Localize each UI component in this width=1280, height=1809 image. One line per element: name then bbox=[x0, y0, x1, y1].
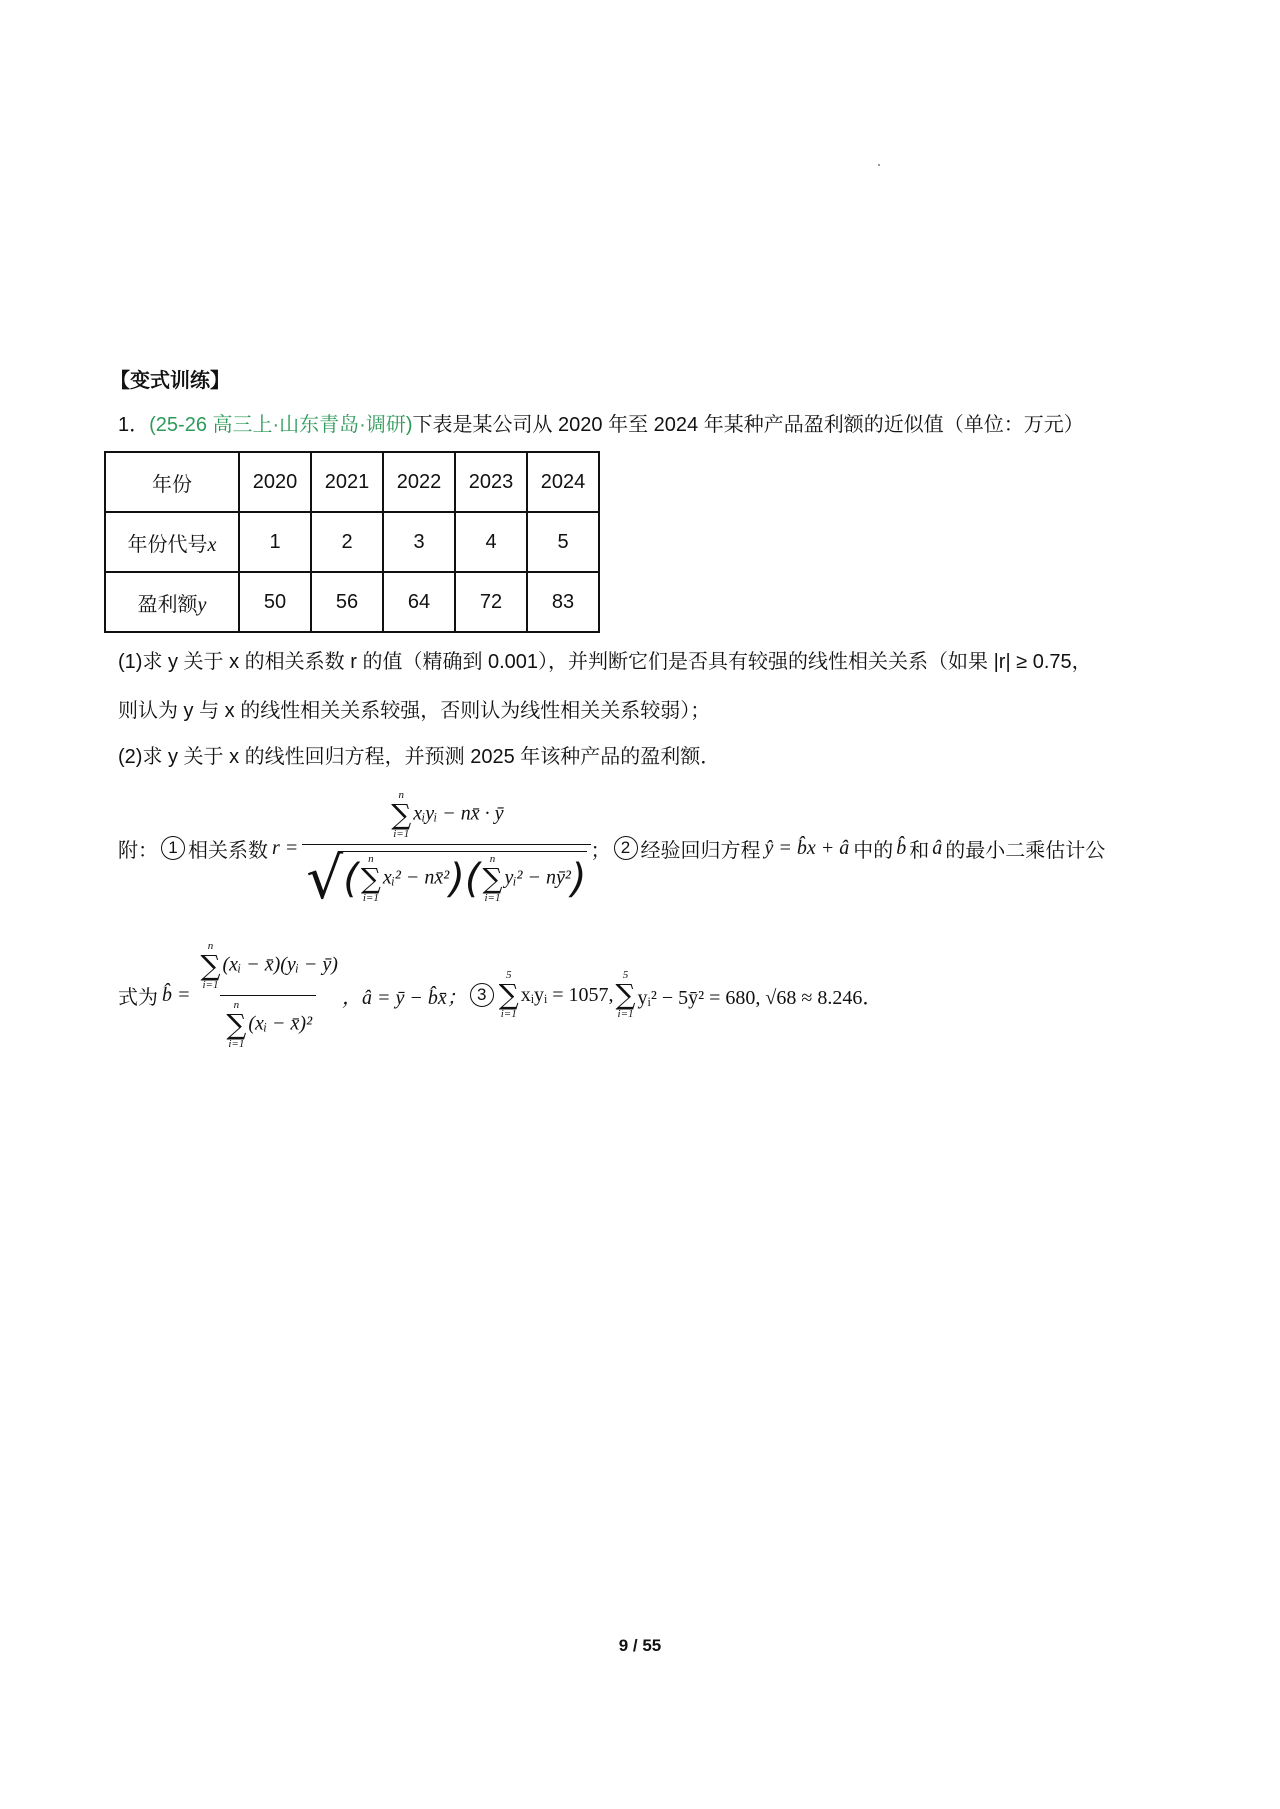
problem-number: 1． bbox=[118, 414, 150, 436]
appendix-formula-b: 式为 b̂ = n ∑ i=1 (xᵢ − x̄)(yᵢ − ȳ) n ∑ i=1 (xᵢ − x̄)² ，â = ȳ − b̂x̄； 3 5 ∑ i=1 xᵢyᵢ = 1057, 5 ∑ i=1 yᵢ² − 5ȳ² = 680, √68 ≈ 8.246． bbox=[118, 939, 883, 1050]
circled-number: 2 bbox=[614, 836, 638, 860]
question-2: (2)求 y 关于 x 的线性回归方程，并预测 2025 年该种产品的盈利额． bbox=[118, 746, 721, 768]
problem-text: 下表是某公司从 2020 年至 2024 年某种产品盈利额的近似值（单位：万元） bbox=[412, 414, 1084, 436]
table-cell: 2020 bbox=[239, 452, 311, 512]
table-cell: 3 bbox=[383, 512, 455, 572]
circled-number: 1 bbox=[161, 836, 185, 860]
table-cell: 2022 bbox=[383, 452, 455, 512]
table-cell: 2 bbox=[311, 512, 383, 572]
table-row bbox=[105, 452, 599, 512]
data-table bbox=[104, 451, 600, 633]
page-number: 9 / 55 bbox=[618, 1636, 662, 1655]
table-cell: 4 bbox=[455, 512, 527, 572]
table-cell: 72 bbox=[455, 572, 527, 632]
r-fraction: n ∑ i=1 xᵢyᵢ − nx̄ · ȳ √ ( n ∑ i=1 xᵢ² − nx̄²)( n ∑ i=1 yᵢ² − nȳ²) bbox=[302, 790, 590, 907]
row-header: 年份 bbox=[105, 452, 239, 512]
b-fraction: n ∑ i=1 (xᵢ − x̄)(yᵢ − ȳ) n ∑ i=1 (xᵢ − x̄)² bbox=[200, 939, 338, 1050]
table-cell: 1 bbox=[239, 512, 311, 572]
table-cell: 2023 bbox=[455, 452, 527, 512]
table-cell: 2021 bbox=[311, 452, 383, 512]
problem-source: (25-26 高三上·山东青岛·调研) bbox=[149, 414, 413, 436]
table-cell: 64 bbox=[383, 572, 455, 632]
table-row bbox=[105, 572, 599, 632]
table-row bbox=[105, 512, 599, 572]
question-1-line-2: 则认为 y 与 x 的线性相关关系较强，否则认为线性相关关系较弱）； bbox=[118, 700, 711, 722]
section-title: 【变式训练】 bbox=[110, 370, 230, 392]
table-cell: 50 bbox=[239, 572, 311, 632]
table-cell: 56 bbox=[311, 572, 383, 632]
row-header: 年份代号x bbox=[105, 512, 239, 572]
problem-stem bbox=[118, 408, 1084, 437]
question-1-line-1: (1)求 y 关于 x 的相关系数 r 的值（精确到 0.001），并判断它们是否具有较强的线性相关关系（如果 |r| ≥ 0.75， bbox=[118, 651, 1092, 673]
table-cell: 5 bbox=[527, 512, 599, 572]
row-header: 盈利额y bbox=[105, 572, 239, 632]
appendix-formula-r: 附： 1 相关系数 r = n ∑ i=1 xᵢyᵢ − nx̄ · ȳ √ ( n ∑ i=1 xᵢ² − nx̄²)( n ∑ i=1 yᵢ² − nȳ²) ； 2 经验回归方程 ŷ = b̂x + â 中的 b̂ 和 â 的最小二乘估计公 bbox=[118, 788, 1106, 912]
circled-number: 3 bbox=[470, 983, 494, 1007]
table-cell: 2024 bbox=[527, 452, 599, 512]
table-cell: 83 bbox=[527, 572, 599, 632]
scan-dot bbox=[878, 164, 880, 166]
